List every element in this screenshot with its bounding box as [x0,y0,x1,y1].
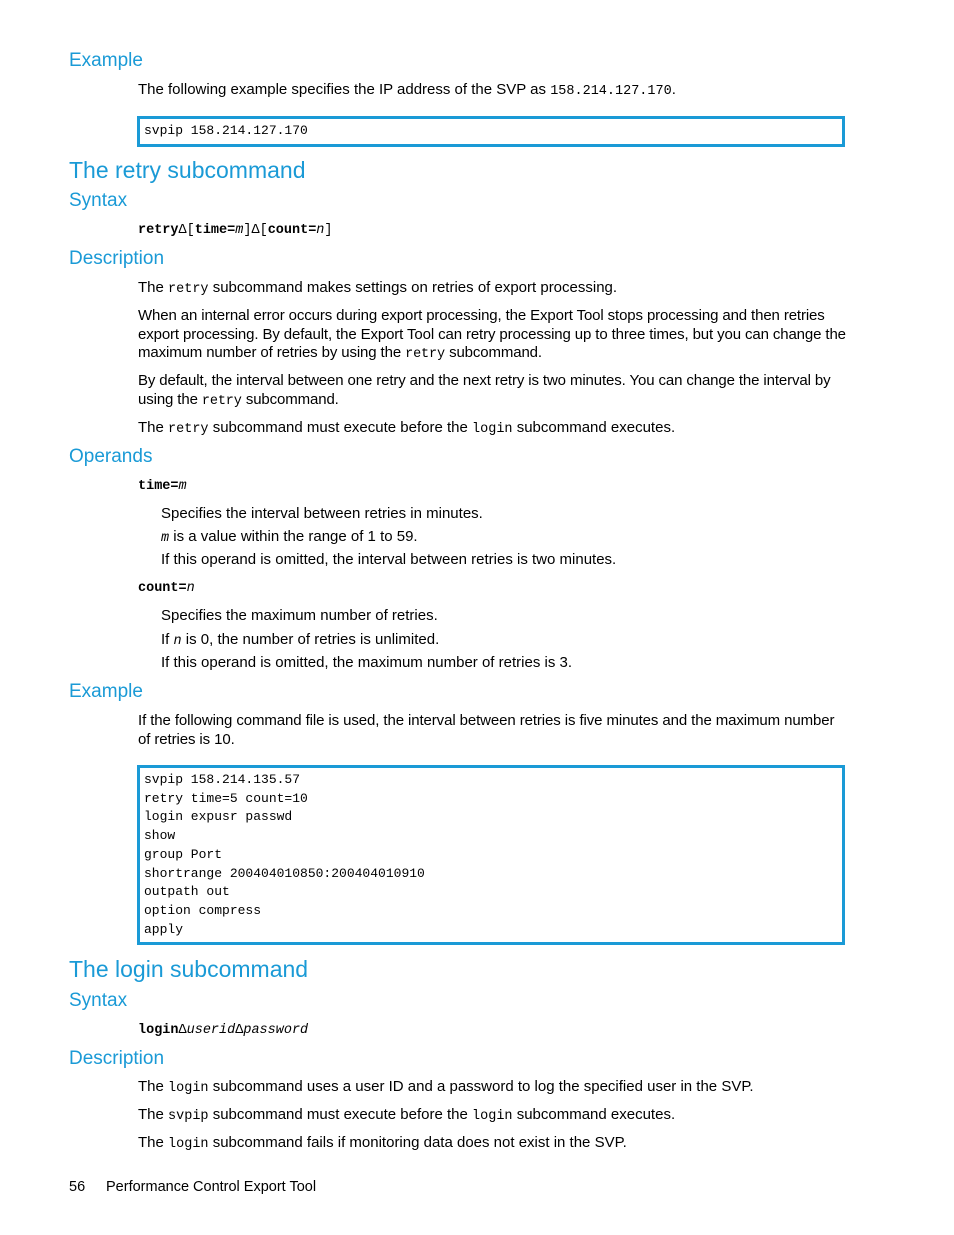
example-paragraph: The following example specifies the IP address of the SVP as 158.214.127.170. [138,81,676,99]
code-line: group Port [144,846,223,862]
login-description-heading: Description [69,1048,165,1069]
operand-count-desc-1: Specifies the maximum number of retries. [161,607,438,624]
code-line: option compress [144,902,262,918]
retry-desc-1: The retry subcommand makes settings on retries of export processing. [138,279,618,297]
retry-section-title: The retry subcommand [69,157,306,183]
login-syntax-heading: Syntax [69,990,128,1011]
retry-desc-3: By default, the interval between one retry and the next retry is two minutes. You can change the interval by using the retry subcommand. [138,372,831,409]
code-line: login expusr passwd [144,809,293,825]
code-block-retry-example [137,765,845,945]
operand-time-desc-2: m is a value within the range of 1 to 59. [161,528,418,546]
code-line: show [144,828,176,844]
operand-time-desc-1: Specifies the interval between retries in minutes. [161,505,483,522]
operand-time: time=m [138,479,187,494]
operand-count-desc-2: If n is 0, the number of retries is unlimited. [161,631,440,649]
retry-syntax: retryΔ[time=m]Δ[count=n] [138,223,333,238]
login-syntax: loginΔuseridΔpassword [138,1023,309,1038]
login-desc-2: The svpip subcommand must execute before the login subcommand executes. [138,1106,676,1124]
retry-desc-4: The retry subcommand must execute before the login subcommand executes. [138,419,676,437]
retry-example-paragraph: If the following command file is used, the interval between retries is five minutes and the maximum number of retries is 10. [138,712,835,748]
retry-description-heading: Description [69,248,165,269]
retry-desc-2: When an internal error occurs during export processing, the Export Tool stops processing and then retries export processing. By default, the Export Tool can retry processing up to three times, but you can change the maximum number of retries by using the retry subcommand. [138,307,846,362]
retry-example-heading: Example [69,681,143,702]
footer-title: Performance Control Export Tool [106,1179,317,1195]
footer-page-number: 56 [69,1179,86,1195]
login-section-title: The login subcommand [69,956,309,982]
operand-count-desc-3: If this operand is omitted, the maximum number of retries is 3. [161,654,572,671]
code-block-svpip [137,116,845,147]
retry-syntax-heading: Syntax [69,190,128,211]
code-line: shortrange 200404010850:200404010910 [144,865,425,881]
retry-operands-heading: Operands [69,446,153,467]
code-line: apply [144,921,184,937]
code-line: svpip 158.214.135.57 [144,772,301,787]
code-line: svpip 158.214.127.170 [144,123,308,138]
operand-time-desc-3: If this operand is omitted, the interval between retries is two minutes. [161,551,617,568]
code-line: retry time=5 count=10 [144,790,308,806]
code-line: outpath out [144,884,230,900]
login-desc-3: The login subcommand fails if monitoring data does not exist in the SVP. [138,1134,627,1152]
example-heading: Example [69,50,143,71]
operand-count: count=n [138,581,195,596]
login-desc-1: The login subcommand uses a user ID and a password to log the specified user in the SVP. [138,1078,754,1096]
